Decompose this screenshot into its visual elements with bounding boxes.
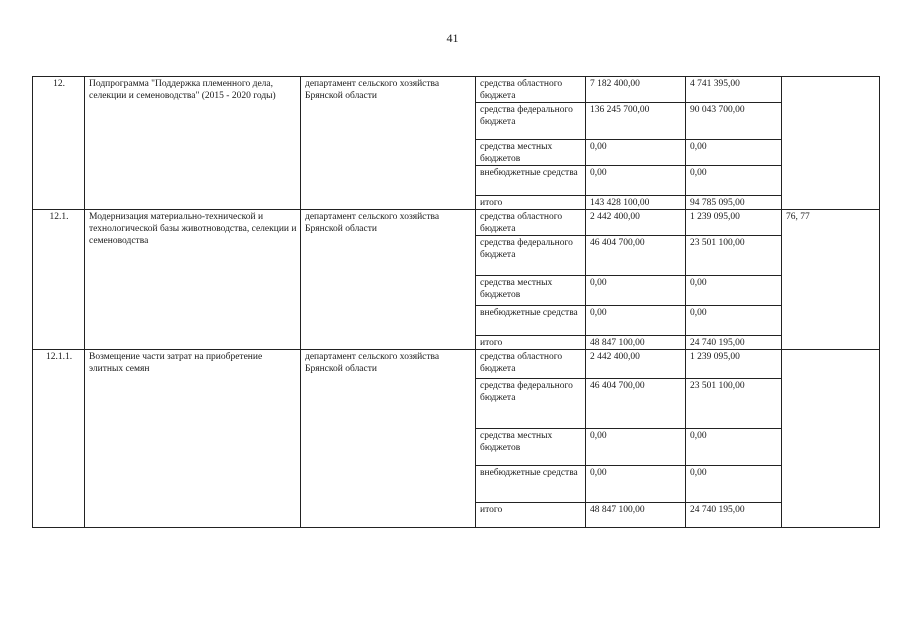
funding-value-2: 4 741 395,00 [686, 77, 782, 103]
row-number: 12. [33, 77, 85, 210]
funding-source: внебюджетные средства [476, 466, 586, 503]
funding-source: итого [476, 336, 586, 350]
funding-value-1: 0,00 [586, 429, 686, 466]
funding-source: средства областного бюджета [476, 77, 586, 103]
funding-value-2: 23 501 100,00 [686, 379, 782, 429]
funding-value-2: 0,00 [686, 306, 782, 336]
funding-value-1: 2 442 400,00 [586, 350, 686, 379]
funding-value-1: 46 404 700,00 [586, 236, 686, 276]
funding-source: средства областного бюджета [476, 350, 586, 379]
funding-source: внебюджетные средства [476, 306, 586, 336]
measure-name: Модернизация материально-технической и технологической базы животноводства, селекции и семеноводства [85, 210, 301, 350]
funding-value-2: 0,00 [686, 466, 782, 503]
table-row [33, 210, 880, 236]
funding-source: средства федерального бюджета [476, 236, 586, 276]
funding-value-1: 0,00 [586, 166, 686, 196]
measure-name: Подпрограмма "Поддержка племенного дела, селекции и семеноводства" (2015 - 2020 годы) [85, 77, 301, 210]
funding-value-1: 136 245 700,00 [586, 103, 686, 140]
funding-value-2: 0,00 [686, 140, 782, 166]
funding-value-1: 46 404 700,00 [586, 379, 686, 429]
funding-value-1: 2 442 400,00 [586, 210, 686, 236]
funding-source: итого [476, 196, 586, 210]
funding-source: средства местных бюджетов [476, 276, 586, 306]
indicators [782, 77, 880, 210]
funding-value-1: 0,00 [586, 306, 686, 336]
budget-table [32, 76, 880, 528]
funding-value-2: 90 043 700,00 [686, 103, 782, 140]
funding-source: средства федерального бюджета [476, 379, 586, 429]
indicators: 76, 77 [782, 210, 880, 350]
funding-value-1: 0,00 [586, 276, 686, 306]
row-number: 12.1. [33, 210, 85, 350]
executor: департамент сельского хозяйства Брянской области [301, 77, 476, 210]
funding-value-2: 0,00 [686, 276, 782, 306]
executor: департамент сельского хозяйства Брянской области [301, 350, 476, 528]
row-number: 12.1.1. [33, 350, 85, 528]
funding-value-1: 143 428 100,00 [586, 196, 686, 210]
funding-value-1: 0,00 [586, 140, 686, 166]
indicators [782, 350, 880, 528]
table-row [33, 77, 880, 103]
funding-value-2: 94 785 095,00 [686, 196, 782, 210]
measure-name: Возмещение части затрат на приобретение элитных семян [85, 350, 301, 528]
funding-value-2: 23 501 100,00 [686, 236, 782, 276]
funding-value-2: 0,00 [686, 429, 782, 466]
funding-source: средства федерального бюджета [476, 103, 586, 140]
funding-value-2: 1 239 095,00 [686, 210, 782, 236]
funding-value-2: 24 740 195,00 [686, 503, 782, 528]
funding-value-1: 48 847 100,00 [586, 336, 686, 350]
funding-value-1: 7 182 400,00 [586, 77, 686, 103]
funding-source: средства областного бюджета [476, 210, 586, 236]
funding-source: средства местных бюджетов [476, 140, 586, 166]
funding-value-1: 48 847 100,00 [586, 503, 686, 528]
funding-value-2: 0,00 [686, 166, 782, 196]
funding-source: итого [476, 503, 586, 528]
executor: департамент сельского хозяйства Брянской области [301, 210, 476, 350]
funding-value-1: 0,00 [586, 466, 686, 503]
funding-source: внебюджетные средства [476, 166, 586, 196]
page-number: 41 [446, 31, 459, 45]
table-row [33, 350, 880, 379]
funding-value-2: 1 239 095,00 [686, 350, 782, 379]
funding-value-2: 24 740 195,00 [686, 336, 782, 350]
funding-source: средства местных бюджетов [476, 429, 586, 466]
